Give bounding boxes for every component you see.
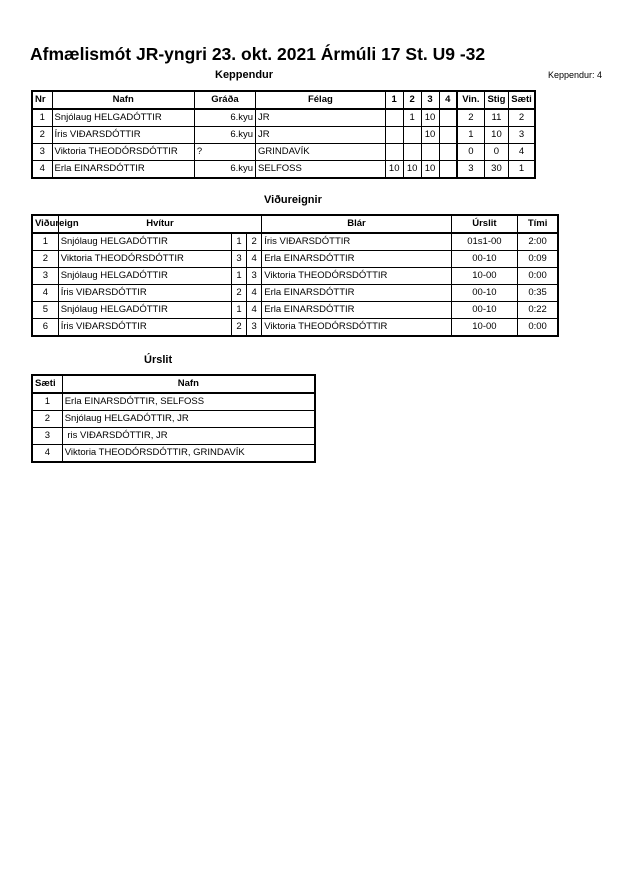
col-nafn: Nafn [52,91,194,109]
cell-saeti: 1 [32,393,62,411]
cell-r2: 10 [403,161,421,179]
cell-vin: 2 [457,109,484,127]
col-felag: Félag [256,91,386,109]
cell-nafn: ris VIÐARSDÓTTIR, JR [62,428,315,445]
table-row [32,268,558,285]
col-saeti: Sæti [509,91,535,109]
table-row [32,411,315,428]
cell-urslit: 00-10 [451,251,518,268]
cell-felag: SELFOSS [256,161,386,179]
cell-r4 [439,127,457,144]
table-row [32,161,535,179]
col-hvitur: Hvítur [58,215,262,233]
col-r4: 4 [439,91,457,109]
cell-r2: 1 [403,109,421,127]
cell-grada: 6.kyu [194,161,255,179]
cell-nafn: Snjólaug HELGADÓTTIR, JR [62,411,315,428]
keppendur-heading: Keppendur [215,69,274,81]
table-row [32,319,558,337]
cell-stig: 30 [484,161,508,179]
urslit-table [31,374,316,463]
cell-r1 [385,144,403,161]
cell-saeti: 4 [32,445,62,463]
col-nr: Nr [32,91,52,109]
cell-nr: 2 [32,127,52,144]
cell-hvitur: Snjólaug HELGADÓTTIR [58,233,231,251]
cell-blar-nr: 4 [247,285,262,302]
cell-blar-nr: 3 [247,319,262,337]
table-row [32,393,315,411]
cell-felag: JR [256,109,386,127]
cell-blar: Erla EINARSDÓTTIR [262,251,451,268]
urslit-header-row [32,375,315,393]
cell-urslit: 10-00 [451,268,518,285]
cell-saeti: 4 [509,144,535,161]
cell-nr: 3 [32,268,58,285]
cell-r3: 10 [421,127,439,144]
col-r1: 1 [385,91,403,109]
col-blar: Blár [262,215,451,233]
competitor-count: Keppendur: 4 [547,70,602,80]
cell-timi: 0:35 [518,285,558,302]
cell-nr: 6 [32,319,58,337]
cell-urslit: 01s1-00 [451,233,518,251]
cell-nr: 1 [32,233,58,251]
col-vin: Vin. [457,91,484,109]
cell-nr: 4 [32,285,58,302]
col-saeti: Sæti [32,375,62,393]
cell-felag: GRINDAVÍK [256,144,386,161]
urslit-heading: Úrslit [144,354,173,366]
cell-nr: 5 [32,302,58,319]
cell-blar-nr: 4 [247,251,262,268]
cell-stig: 10 [484,127,508,144]
cell-nafn: Viktoria THEODÓRSDÓTTIR [52,144,194,161]
cell-saeti: 2 [32,411,62,428]
cell-felag: JR [256,127,386,144]
cell-nafn: Erla EINARSDÓTTIR, SELFOSS [62,393,315,411]
cell-r3 [421,144,439,161]
cell-hvitur-nr: 2 [232,319,247,337]
cell-hvitur-nr: 3 [232,251,247,268]
cell-r1 [385,127,403,144]
col-timi: Tími [518,215,558,233]
col-grada: Gráða [194,91,255,109]
table-row [32,127,535,144]
col-urslit: Úrslit [451,215,518,233]
cell-vin: 0 [457,144,484,161]
col-nafn: Nafn [62,375,315,393]
cell-nr: 1 [32,109,52,127]
cell-blar: Íris VIÐARSDÓTTIR [262,233,451,251]
cell-urslit: 10-00 [451,319,518,337]
cell-r1 [385,109,403,127]
cell-r4 [439,161,457,179]
cell-blar: Viktoria THEODÓRSDÓTTIR [262,268,451,285]
cell-r3: 10 [421,109,439,127]
cell-blar-nr: 2 [247,233,262,251]
cell-nr: 3 [32,144,52,161]
cell-blar-nr: 4 [247,302,262,319]
table-row [32,302,558,319]
cell-blar: Erla EINARSDÓTTIR [262,302,451,319]
table-row [32,445,315,463]
cell-hvitur: Íris VIÐARSDÓTTIR [58,285,231,302]
cell-grada: ? [194,144,255,161]
cell-r3: 10 [421,161,439,179]
cell-vin: 3 [457,161,484,179]
vidureignir-table [31,214,559,337]
cell-grada: 6.kyu [194,127,255,144]
cell-saeti: 3 [32,428,62,445]
cell-hvitur-nr: 2 [232,285,247,302]
cell-r2 [403,144,421,161]
cell-hvitur-nr: 1 [232,233,247,251]
col-vidureign: Viðureign [32,215,58,233]
cell-timi: 0:22 [518,302,558,319]
cell-r4 [439,109,457,127]
vidureignir-heading: Viðureignir [264,194,322,206]
cell-grada: 6.kyu [194,109,255,127]
keppendur-header-row [32,91,535,109]
vidureignir-header-row [32,215,558,233]
cell-hvitur: Snjólaug HELGADÓTTIR [58,268,231,285]
col-r3: 3 [421,91,439,109]
cell-blar: Erla EINARSDÓTTIR [262,285,451,302]
cell-timi: 0:00 [518,319,558,337]
cell-blar-nr: 3 [247,268,262,285]
cell-stig: 11 [484,109,508,127]
cell-stig: 0 [484,144,508,161]
cell-hvitur-nr: 1 [232,302,247,319]
cell-hvitur: Snjólaug HELGADÓTTIR [58,302,231,319]
table-row [32,109,535,127]
cell-nafn: Íris VIÐARSDÓTTIR [52,127,194,144]
table-row [32,285,558,302]
cell-urslit: 00-10 [451,302,518,319]
table-row [32,428,315,445]
cell-nafn: Snjólaug HELGADÓTTIR [52,109,194,127]
cell-hvitur-nr: 1 [232,268,247,285]
cell-saeti: 2 [509,109,535,127]
cell-r1: 10 [385,161,403,179]
cell-timi: 2:00 [518,233,558,251]
cell-r2 [403,127,421,144]
cell-vin: 1 [457,127,484,144]
table-row [32,233,558,251]
keppendur-table [31,90,536,179]
cell-hvitur: Íris VIÐARSDÓTTIR [58,319,231,337]
cell-nafn: Erla EINARSDÓTTIR [52,161,194,179]
cell-nr: 4 [32,161,52,179]
cell-nr: 2 [32,251,58,268]
cell-saeti: 3 [509,127,535,144]
cell-timi: 0:00 [518,268,558,285]
table-row [32,251,558,268]
col-r2: 2 [403,91,421,109]
cell-r4 [439,144,457,161]
cell-hvitur: Viktoria THEODÓRSDÓTTIR [58,251,231,268]
cell-saeti: 1 [509,161,535,179]
col-stig: Stig [484,91,508,109]
cell-timi: 0:09 [518,251,558,268]
cell-blar: Viktoria THEODÓRSDÓTTIR [262,319,451,337]
cell-urslit: 00-10 [451,285,518,302]
table-row [32,144,535,161]
cell-nafn: Viktoria THEODÓRSDÓTTIR, GRINDAVÍK [62,445,315,463]
page-title: Afmælismót JR-yngri 23. okt. 2021 Ármúli 17 St. U9 -32 [30,44,486,64]
